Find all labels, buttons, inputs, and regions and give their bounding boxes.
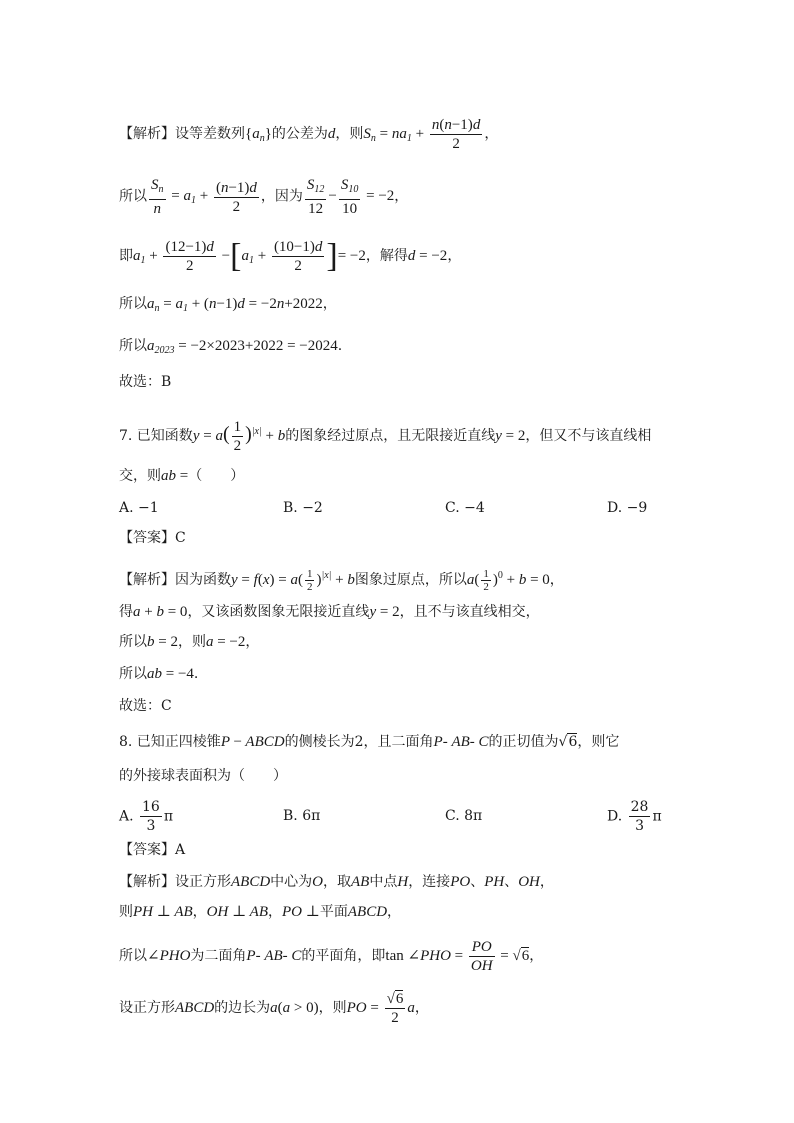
option-d: D. $\frac{28}{3}$ π: [607, 799, 662, 834]
question-7-line-1: 7. 已知函数y = a( $\frac{1}{2}$ )$^{|x|}$ + b的图象经过原点，且无限接近直线y = 2，但又不与该直线相: [119, 419, 652, 454]
option-c: C. −4: [445, 500, 485, 516]
solution-line-2: 所以 $\frac{S_n}{n}$ = $a_1$ + $\frac{(n-1)d}{2}$ ，因为 $\frac{S_{12}}{12}$ − $\frac{S_{10}}{10}$ = −2，: [119, 177, 409, 217]
answer-8: 【答案】A: [119, 842, 186, 858]
solution-8-line-4: 设正方形ABCD的边长为a(a > 0)，则PO = $\frac{√6}{2}$ a，: [119, 991, 429, 1026]
solution-8-line-1: 【解析】设正方形ABCD中心为O，取AB中点H，连接PO、PH、OH，: [119, 874, 554, 890]
option-c: C. 8π: [445, 808, 483, 824]
option-a: A. −1: [119, 500, 159, 516]
solution-line-4: 所以$a_n = a_1 + (n-1)d = -2n+2022$，: [119, 296, 337, 314]
answer-choice-6: 故选：B: [119, 374, 172, 390]
question-8-line-1: 8. 已知正四棱锥P − ABCD的侧棱长为2，且二面角P- AB- C的正切值为√6，则它: [119, 734, 620, 750]
option-b: B. 6π: [283, 808, 321, 824]
solution-7-line-1: 【解析】因为函数y = f(x) = a( $\frac{1}{2}$ )$^{|x|}$ + b图象过原点，所以a( $\frac{1}{2}$ )$^0$ + b = 0，: [119, 568, 564, 594]
solution-8-line-3: 所以∠PHO为二面角P- AB- C的平面角，即tan ∠PHO = $\frac{PO}{OH}$ = √6，: [119, 939, 544, 974]
option-b: B. −2: [283, 500, 323, 516]
answer-choice-7: 故选：C: [119, 698, 172, 714]
question-7-line-2: 交，则ab =（ ）: [119, 468, 245, 484]
option-d: D. −9: [607, 500, 648, 516]
solution-line-1: 【解析】设等差数列$\{a_n\}$的公差为d，则$S_n = na_1$ + $\frac{n(n-1)d}{2}$ ，: [119, 117, 499, 152]
solution-7-line-2: 得a + b = 0，又该函数图象无限接近直线y = 2，且不与该直线相交，: [119, 604, 540, 620]
answer-7: 【答案】C: [119, 530, 186, 546]
solution-7-line-4: 所以ab = −4.: [119, 666, 199, 682]
solution-8-line-2: 则PH ⊥ AB，OH ⊥ AB，PO ⊥平面ABCD，: [119, 904, 402, 920]
question-8-line-2: 的外接球表面积为（ ）: [119, 768, 287, 784]
solution-7-line-3: 所以b = 2，则a = −2，: [119, 634, 260, 650]
option-a: A. $\frac{16}{3}$ π: [119, 799, 174, 834]
solution-line-3: 即$a_1$ + $\frac{(12-1)d}{2}$ $-[a_1$ + $\frac{(10-1)d}{2}$ ]= −2，解得d = −2，: [119, 237, 462, 275]
solution-line-5: 所以$a_{2023} = -2\times 2023+2022 = -2024$.: [119, 338, 343, 356]
